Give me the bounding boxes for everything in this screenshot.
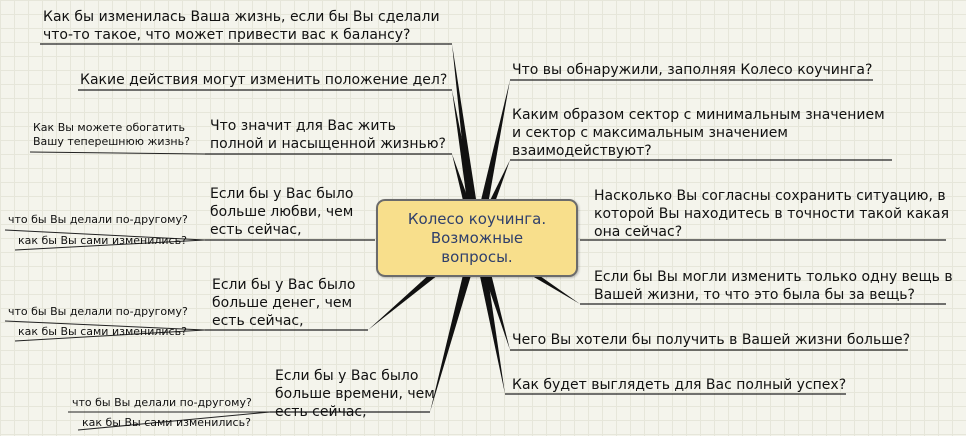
subtopic-enrich-life[interactable]: Как Вы можете обогатить Вашу теперешнюю жизнь? xyxy=(33,121,190,148)
central-topic-line: вопросы. xyxy=(441,247,513,266)
topic-full-life[interactable]: Что значит для Вас жить полной и насыщенной жизнью? xyxy=(210,118,446,152)
topic-one-thing[interactable]: Если бы Вы могли изменить только одну вещь в Вашей жизни, то что это была бы за вещь? xyxy=(594,269,953,303)
topic-wheel-discovery[interactable]: Что вы обнаружили, заполняя Колесо коучинга? xyxy=(512,62,873,78)
central-topic[interactable] xyxy=(376,199,578,277)
topic-more-love[interactable]: Если бы у Вас было больше любви, чем есть сейчас, xyxy=(210,186,354,238)
topic-more-money[interactable]: Если бы у Вас было больше денег, чем есть сейчас, xyxy=(212,277,356,329)
central-topic-line: Возможные xyxy=(430,228,524,247)
subtopic-time-do-differently[interactable]: что бы Вы делали по-другому? xyxy=(72,396,252,409)
central-topic-line: Колесо коучинга. xyxy=(407,209,547,228)
topic-full-success[interactable]: Как будет выглядеть для Вас полный успех? xyxy=(512,377,847,393)
subtopic-love-change-self[interactable]: как бы Вы сами изменились? xyxy=(18,234,187,247)
topic-balance-change[interactable]: Как бы изменилась Ваша жизнь, если бы Вы сделали что-то такое, что может привести вас к балансу? xyxy=(43,9,440,43)
topic-sector-interaction[interactable]: Каким образом сектор с минимальным значением и сектор с максимальным значением взаимодействуют? xyxy=(512,107,885,159)
subtopic-time-change-self[interactable]: как бы Вы сами изменились? xyxy=(82,416,251,429)
subtopic-love-do-differently[interactable]: что бы Вы делали по-другому? xyxy=(8,213,188,226)
topic-more-time[interactable]: Если бы у Вас было больше времени, чем есть сейчас, xyxy=(275,368,435,420)
topic-actions[interactable]: Какие действия могут изменить положение дел? xyxy=(80,72,448,88)
topic-keep-situation[interactable]: Насколько Вы согласны сохранить ситуацию, в которой Вы находитесь в точности такой какая она сейчас? xyxy=(594,188,949,240)
sub-line-full-life xyxy=(30,152,205,154)
topic-want-more[interactable]: Чего Вы хотели бы получить в Вашей жизни больше? xyxy=(512,332,911,348)
subtopic-money-change-self[interactable]: как бы Вы сами изменились? xyxy=(18,325,187,338)
subtopic-money-do-differently[interactable]: что бы Вы делали по-другому? xyxy=(8,305,188,318)
